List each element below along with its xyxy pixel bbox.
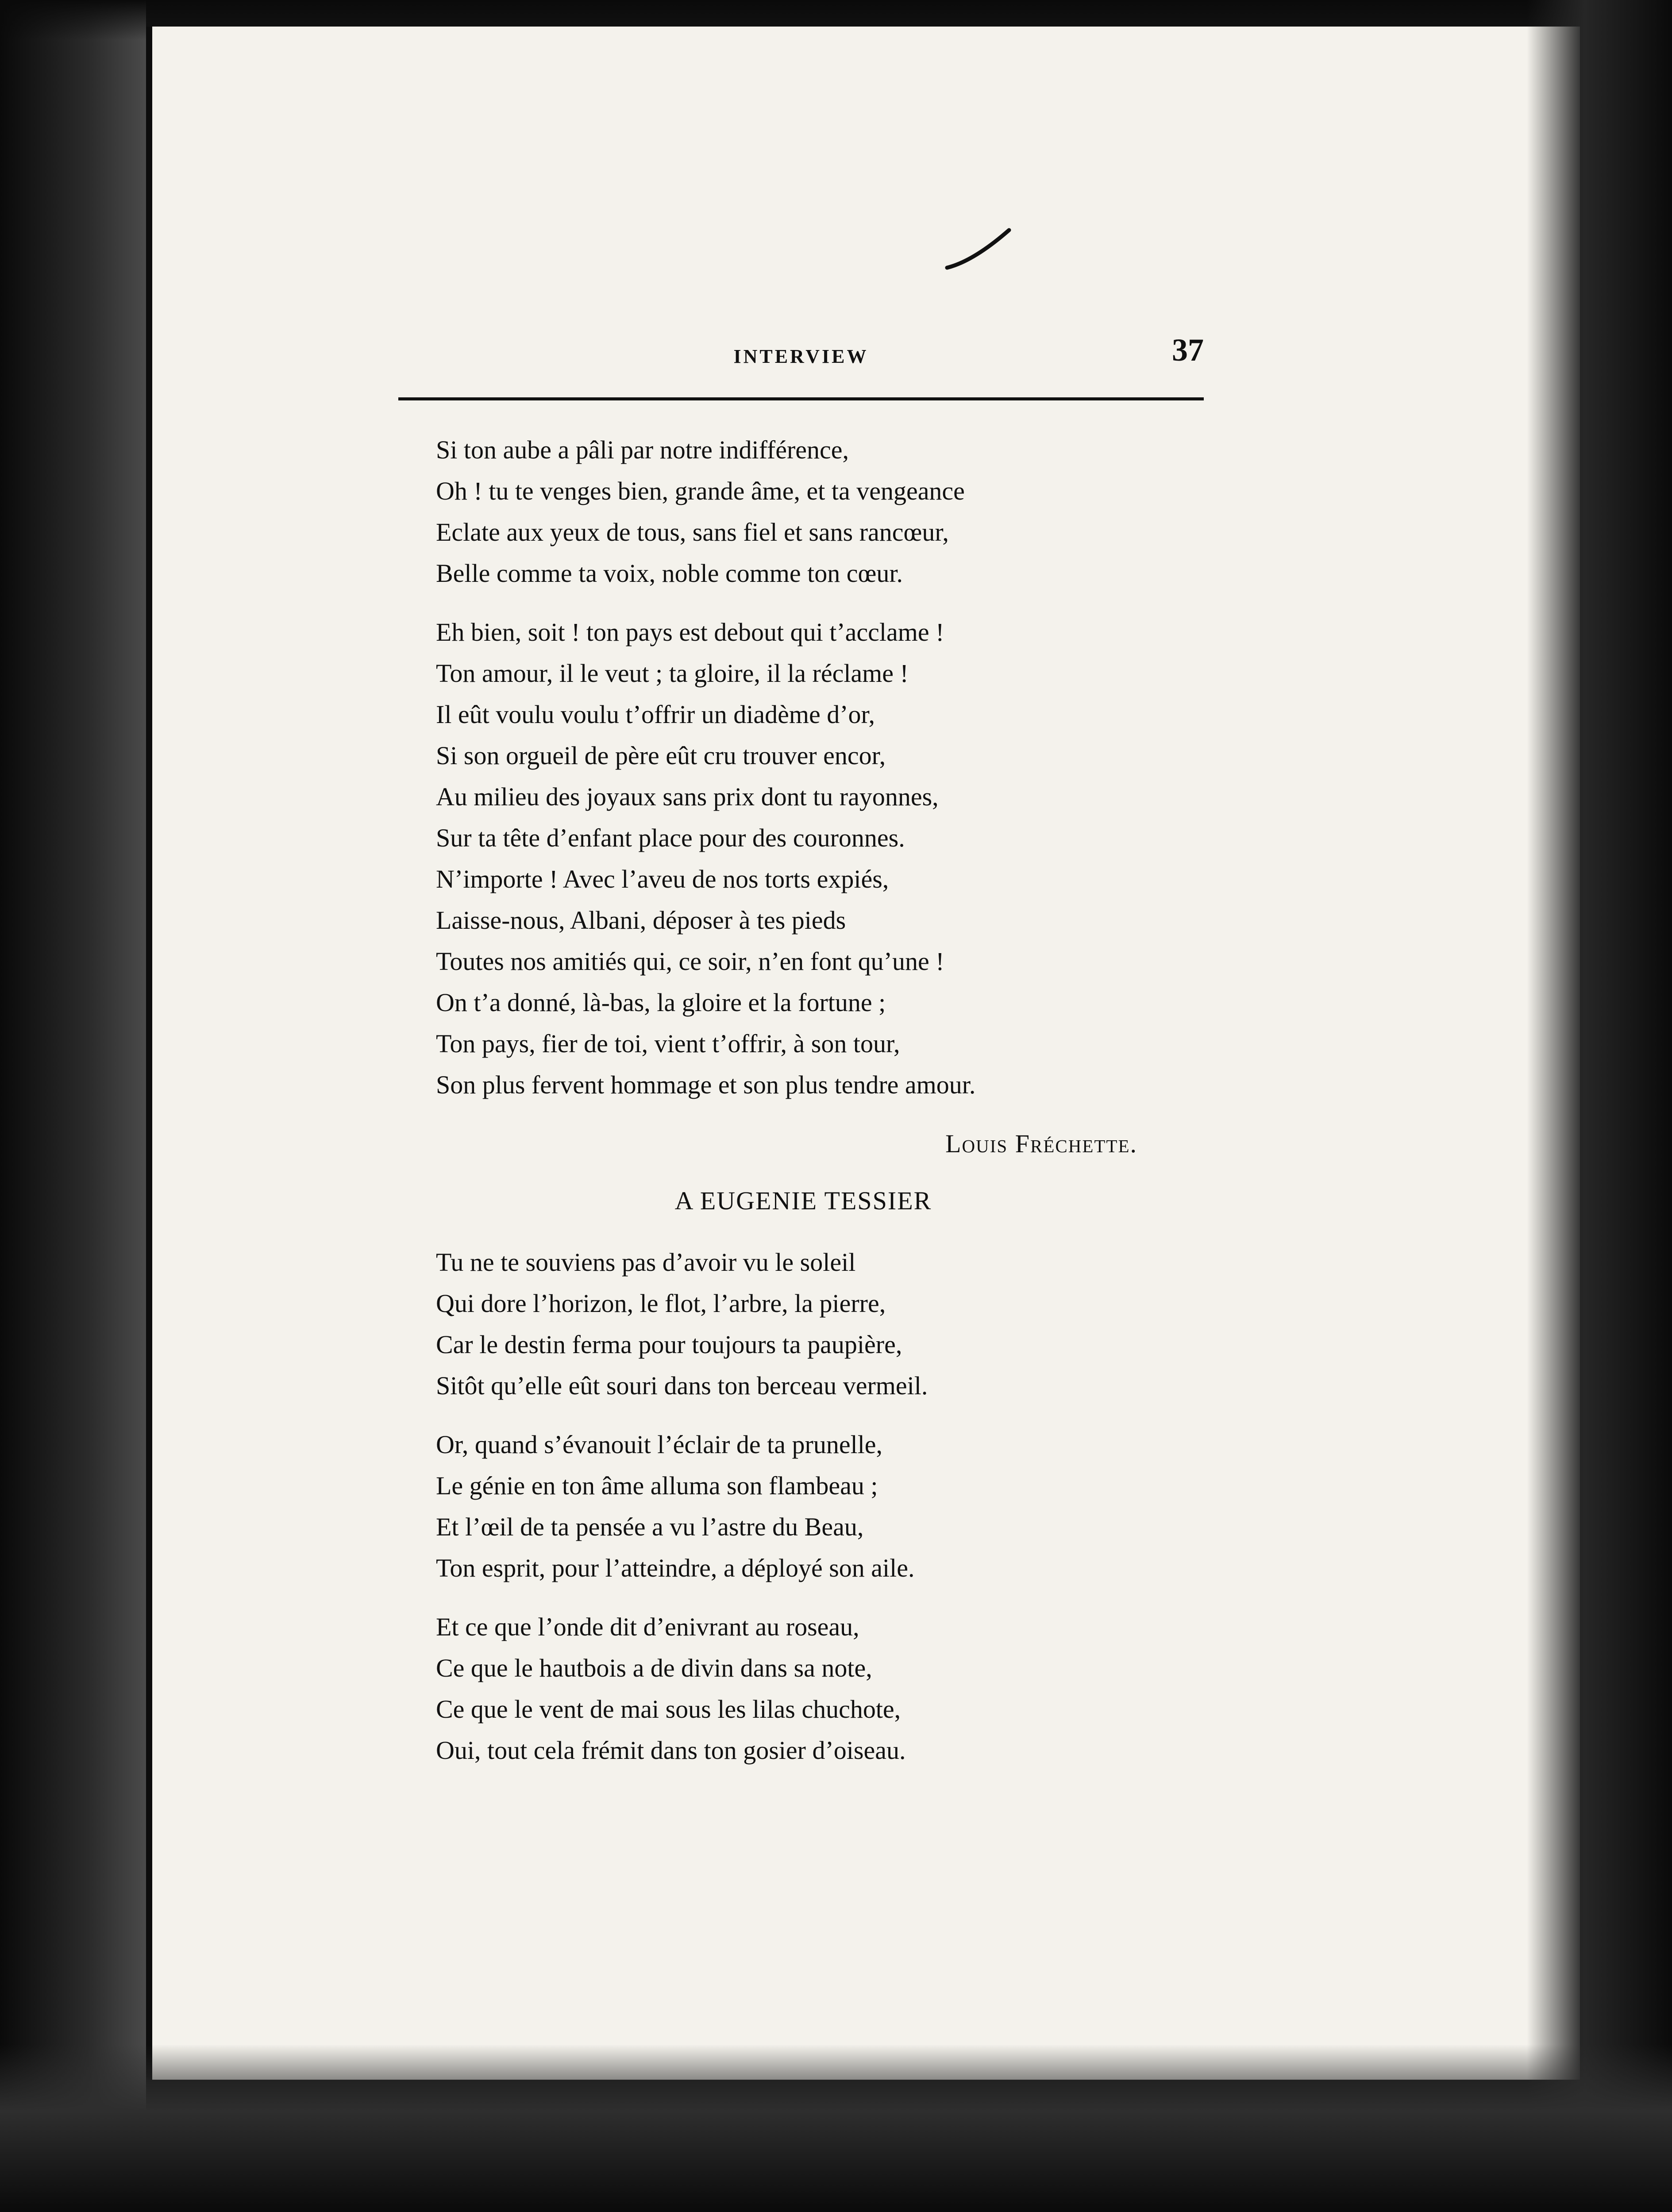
verse-line: N’importe ! Avec l’aveu de nos torts expiés,: [436, 865, 889, 893]
poem2-stanza: [436, 1424, 1188, 1589]
verse-line: Au milieu des joyaux sans prix dont tu rayonnes,: [436, 782, 939, 811]
verse-line: Laisse-nous, Albani, déposer à tes pieds: [436, 906, 846, 935]
verse-line: Si ton aube a pâli par notre indifférence,: [436, 435, 849, 464]
verse-line: Belle comme ta voix, noble comme ton cœur.: [436, 559, 903, 588]
verse-line: Toutes nos amitiés qui, ce soir, n’en font qu’une !: [436, 947, 944, 976]
page-gutter-edge: [146, 27, 152, 2080]
verse-line: Il eût voulu voulu t’offrir un diadème d’or,: [436, 700, 875, 729]
verse-line: Or, quand s’évanouit l’éclair de ta prunelle,: [436, 1430, 883, 1459]
scan-border-left: [0, 0, 146, 2212]
page-header: [398, 332, 1204, 381]
header-rule: [398, 397, 1204, 400]
page-number: 37: [1172, 332, 1204, 368]
poem2-stanza: [436, 1606, 1188, 1771]
poem1-signature: Louis Fréchette.: [945, 1129, 1137, 1158]
verse-line: Et l’œil de ta pensée a vu l’astre du Beau,: [436, 1512, 864, 1541]
verse-line: Ton amour, il le veut ; ta gloire, il la réclame !: [436, 659, 909, 688]
verse-line: Eclate aux yeux de tous, sans fiel et sans rancœur,: [436, 518, 949, 546]
verse-line: Ce que le vent de mai sous les lilas chuchote,: [436, 1695, 901, 1723]
scan-border-bottom: [0, 2044, 1672, 2212]
page-body: [436, 429, 1188, 1789]
verse-line: Oui, tout cela frémit dans ton gosier d’oiseau.: [436, 1736, 906, 1765]
poem2-stanza: [436, 1242, 1188, 1406]
verse-line: Ton pays, fier de toi, vient t’offrir, à son tour,: [436, 1029, 900, 1058]
pencil-tick-mark: [943, 226, 1013, 274]
verse-line: Sitôt qu’elle eût souri dans ton berceau vermeil.: [436, 1371, 928, 1400]
verse-line: Si son orgueil de père eût cru trouver encor,: [436, 741, 886, 770]
scan-border-right: [1527, 0, 1672, 2212]
poem2-title: A EUGENIE TESSIER: [674, 1186, 932, 1215]
poem1-stanza: [436, 429, 1188, 594]
poem1-stanza: [436, 612, 1188, 1105]
verse-line: Qui dore l’horizon, le flot, l’arbre, la pierre,: [436, 1289, 886, 1318]
verse-line: Le génie en ton âme alluma son flambeau ;: [436, 1471, 878, 1500]
verse-line: Oh ! tu te venges bien, grande âme, et ta vengeance: [436, 477, 965, 505]
verse-line: Ton esprit, pour l’atteindre, a déployé son aile.: [436, 1554, 915, 1582]
running-head: INTERVIEW: [733, 346, 869, 367]
verse-line: Son plus fervent hommage et son plus tendre amour.: [436, 1070, 976, 1099]
verse-line: Sur ta tête d’enfant place pour des couronnes.: [436, 823, 905, 852]
verse-line: Eh bien, soit ! ton pays est debout qui t’acclame !: [436, 618, 944, 646]
verse-line: Tu ne te souviens pas d’avoir vu le soleil: [436, 1248, 856, 1277]
verse-line: On t’a donné, là-bas, la gloire et la fortune ;: [436, 988, 886, 1017]
verse-line: Ce que le hautbois a de divin dans sa note,: [436, 1654, 872, 1682]
verse-line: Et ce que l’onde dit d’enivrant au roseau,: [436, 1612, 859, 1641]
verse-line: Car le destin ferma pour toujours ta paupière,: [436, 1330, 902, 1359]
